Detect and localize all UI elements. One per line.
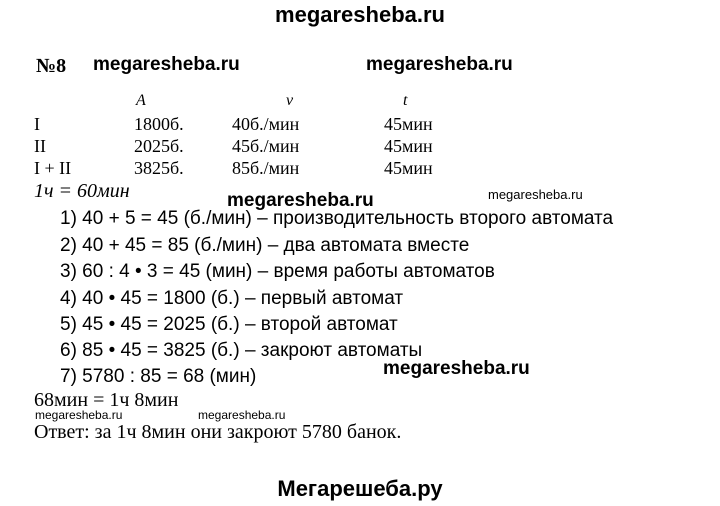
row-label: II <box>34 136 46 156</box>
row-rate: 45б./мин <box>232 136 300 156</box>
solution-step: 2) 40 + 45 = 85 (б./мин) – два автомата вместе <box>60 235 470 256</box>
table-row <box>0 136 720 158</box>
answer-line: Ответ: за 1ч 8мин они закроют 5780 банок. <box>34 421 402 443</box>
watermark: megaresheba.ru <box>366 54 513 75</box>
watermark-small: megaresheba.ru <box>198 408 286 422</box>
table-header-a: A <box>136 92 146 109</box>
row-label: I + II <box>34 158 72 178</box>
watermark: megaresheba.ru <box>227 190 374 211</box>
row-amount: 1800б. <box>134 114 184 134</box>
row-rate: 85б./мин <box>232 158 300 178</box>
table-header-v: v <box>286 92 294 109</box>
row-rate: 40б./мин <box>232 114 300 134</box>
watermark: megaresheba.ru <box>93 54 240 75</box>
watermark-small: megaresheba.ru <box>35 408 123 422</box>
solution-step: 1) 40 + 5 = 45 (б./мин) – производительность второго автомата <box>60 208 614 229</box>
row-amount: 3825б. <box>134 158 184 178</box>
watermark-top: megaresheba.ru <box>275 2 445 27</box>
watermark-small: megaresheba.ru <box>488 187 583 202</box>
table-row <box>0 114 720 136</box>
solution-step: 6) 85 • 45 = 3825 (б.) – закроют автоматы <box>60 340 423 361</box>
row-time: 45мин <box>384 114 433 134</box>
table-header-t: t <box>403 92 408 109</box>
watermark-bottom: Мегарешеба.ру <box>277 476 443 501</box>
conversion-line: 68мин = 1ч 8мин <box>34 389 179 411</box>
solution-step: 4) 40 • 45 = 1800 (б.) – первый автомат <box>60 288 404 309</box>
task-number: №8 <box>36 55 67 77</box>
solution-step: 7) 5780 : 85 = 68 (мин) <box>60 366 257 387</box>
row-time: 45мин <box>384 158 433 178</box>
row-amount: 2025б. <box>134 136 184 156</box>
solution-step: 5) 45 • 45 = 2025 (б.) – второй автомат <box>60 314 398 335</box>
solution-step: 3) 60 : 4 • 3 = 45 (мин) – время работы автоматов <box>60 261 495 282</box>
watermark: megaresheba.ru <box>383 358 530 379</box>
row-time: 45мин <box>384 136 433 156</box>
time-note: 1ч = 60мин <box>34 180 130 202</box>
table-row <box>0 158 720 180</box>
row-label: I <box>34 114 40 134</box>
